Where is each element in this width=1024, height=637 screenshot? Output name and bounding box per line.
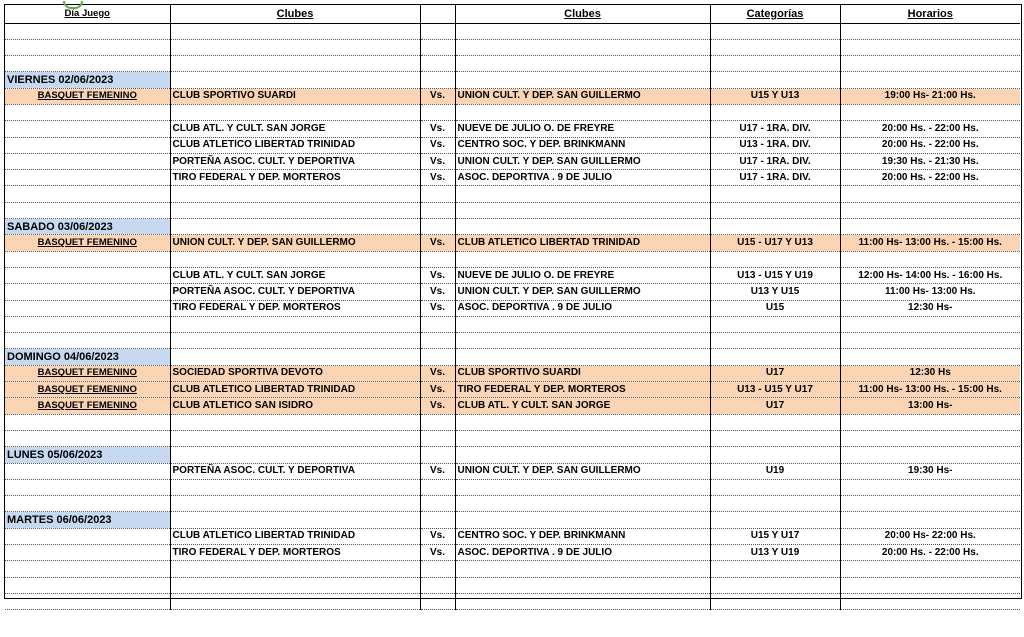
empty-cell (710, 219, 840, 235)
empty-cell (455, 72, 710, 88)
discipline-label: BASQUET FEMENINO (5, 365, 170, 381)
empty-cell (170, 316, 420, 332)
empty-cell (840, 251, 1020, 267)
schedule-table (5, 5, 1020, 610)
schedule-body (5, 23, 1020, 610)
discipline-label: BASQUET FEMENINO (5, 382, 170, 398)
visitor-club: ASOC. DEPORTIVA . 9 DE JULIO (455, 545, 710, 561)
local-club: TIRO FEDERAL Y DEP. MORTEROS (170, 170, 420, 186)
schedule-time: 19:30 Hs. - 21:30 Hs. (840, 153, 1020, 169)
empty-cell (420, 23, 455, 39)
blank-row (5, 496, 1020, 512)
empty-cell (840, 202, 1020, 218)
day-row (5, 219, 1020, 235)
empty-cell (455, 479, 710, 495)
empty-cell (170, 349, 420, 365)
empty-cell (840, 561, 1020, 577)
empty-cell (840, 430, 1020, 446)
visitor-club: CENTRO SOC. Y DEP. BRINKMANN (455, 137, 710, 153)
empty-cell (420, 104, 455, 120)
empty-cell (420, 186, 455, 202)
schedule-time: 11:00 Hs- 13:00 Hs. - 15:00 Hs. (840, 235, 1020, 251)
blank-row (5, 577, 1020, 593)
discipline-label (5, 267, 170, 283)
empty-cell (840, 186, 1020, 202)
blank-row (5, 316, 1020, 332)
empty-cell (420, 561, 455, 577)
schedule-time: 20:00 Hs. - 22:00 Hs. (840, 137, 1020, 153)
match-row (5, 284, 1020, 300)
empty-cell (455, 56, 710, 72)
empty-cell (420, 496, 455, 512)
empty-cell (170, 479, 420, 495)
vs-label: Vs. (420, 528, 455, 544)
header-row (5, 5, 1020, 23)
category: U15 (710, 300, 840, 316)
blank-row (5, 430, 1020, 446)
match-row (5, 365, 1020, 381)
discipline-label (5, 528, 170, 544)
empty-cell (455, 23, 710, 39)
empty-cell (840, 414, 1020, 430)
empty-cell (5, 577, 170, 593)
empty-cell (5, 333, 170, 349)
empty-cell (420, 39, 455, 55)
empty-cell (170, 251, 420, 267)
header-clubes-local: Clubes (170, 5, 420, 23)
visitor-club: CLUB ATLETICO LIBERTAD TRINIDAD (455, 235, 710, 251)
match-row (5, 300, 1020, 316)
empty-cell (840, 593, 1020, 609)
match-row (5, 545, 1020, 561)
match-row (5, 267, 1020, 283)
empty-cell (710, 23, 840, 39)
empty-cell (710, 577, 840, 593)
empty-cell (840, 512, 1020, 528)
empty-cell (170, 577, 420, 593)
empty-cell (5, 496, 170, 512)
vs-label: Vs. (420, 545, 455, 561)
empty-cell (710, 316, 840, 332)
discipline-label (5, 284, 170, 300)
empty-cell (5, 316, 170, 332)
visitor-club: NUEVE DE JULIO O. DE FREYRE (455, 267, 710, 283)
empty-cell (840, 219, 1020, 235)
header-horarios: Horarios (840, 5, 1020, 23)
empty-cell (455, 447, 710, 463)
empty-cell (455, 593, 710, 609)
vs-label: Vs. (420, 121, 455, 137)
empty-cell (455, 104, 710, 120)
empty-cell (170, 414, 420, 430)
empty-cell (710, 561, 840, 577)
empty-cell (170, 512, 420, 528)
schedule-time: 13:00 Hs- (840, 398, 1020, 414)
empty-cell (420, 316, 455, 332)
empty-cell (455, 561, 710, 577)
empty-cell (420, 72, 455, 88)
match-row (5, 235, 1020, 251)
empty-cell (420, 333, 455, 349)
day-label: DOMINGO 04/06/2023 (5, 349, 170, 365)
empty-cell (420, 447, 455, 463)
visitor-club: TIRO FEDERAL Y DEP. MORTEROS (455, 382, 710, 398)
blank-row (5, 251, 1020, 267)
vs-label: Vs. (420, 267, 455, 283)
empty-cell (455, 316, 710, 332)
day-label: MARTES 06/06/2023 (5, 512, 170, 528)
empty-cell (455, 333, 710, 349)
empty-cell (840, 316, 1020, 332)
vs-label: Vs. (420, 170, 455, 186)
empty-cell (710, 56, 840, 72)
empty-cell (455, 219, 710, 235)
empty-cell (5, 479, 170, 495)
empty-cell (710, 349, 840, 365)
match-row (5, 398, 1020, 414)
empty-cell (455, 202, 710, 218)
category: U17 (710, 365, 840, 381)
discipline-label (5, 463, 170, 479)
blank-row (5, 479, 1020, 495)
empty-cell (840, 23, 1020, 39)
empty-cell (170, 186, 420, 202)
discipline-label (5, 300, 170, 316)
category: U13 - U15 Y U17 (710, 382, 840, 398)
match-row (5, 463, 1020, 479)
discipline-label (5, 170, 170, 186)
discipline-label (5, 153, 170, 169)
local-club: CLUB ATLETICO LIBERTAD TRINIDAD (170, 137, 420, 153)
match-row (5, 121, 1020, 137)
empty-cell (455, 496, 710, 512)
empty-cell (455, 430, 710, 446)
schedule-time: 20:00 Hs. - 22:00 Hs. (840, 545, 1020, 561)
empty-cell (420, 56, 455, 72)
empty-cell (5, 39, 170, 55)
empty-cell (455, 186, 710, 202)
header-dia-juego: Día Juego (5, 5, 170, 23)
discipline-label: BASQUET FEMENINO (5, 88, 170, 104)
day-row (5, 72, 1020, 88)
category: U13 Y U15 (710, 284, 840, 300)
visitor-club: NUEVE DE JULIO O. DE FREYRE (455, 121, 710, 137)
vs-label: Vs. (420, 382, 455, 398)
empty-cell (840, 496, 1020, 512)
visitor-club: ASOC. DEPORTIVA . 9 DE JULIO (455, 300, 710, 316)
vs-label: Vs. (420, 284, 455, 300)
blank-row (5, 56, 1020, 72)
empty-cell (710, 447, 840, 463)
empty-cell (710, 430, 840, 446)
schedule-sheet (4, 4, 1022, 599)
vs-label: Vs. (420, 463, 455, 479)
visitor-club: UNION CULT. Y DEP. SAN GUILLERMO (455, 284, 710, 300)
local-club: CLUB ATL. Y CULT. SAN JORGE (170, 267, 420, 283)
category: U15 - U17 Y U13 (710, 235, 840, 251)
day-row (5, 349, 1020, 365)
schedule-time: 12:30 Hs (840, 365, 1020, 381)
empty-cell (710, 496, 840, 512)
empty-cell (170, 202, 420, 218)
category: U17 - 1RA. DIV. (710, 121, 840, 137)
empty-cell (710, 333, 840, 349)
blank-row (5, 414, 1020, 430)
schedule-time: 19:00 Hs- 21:00 Hs. (840, 88, 1020, 104)
day-label: LUNES 05/06/2023 (5, 447, 170, 463)
empty-cell (5, 430, 170, 446)
match-row (5, 382, 1020, 398)
discipline-label (5, 121, 170, 137)
empty-cell (170, 219, 420, 235)
empty-cell (420, 202, 455, 218)
blank-row (5, 561, 1020, 577)
vs-label: Vs. (420, 88, 455, 104)
visitor-club: CLUB SPORTIVO SUARDI (455, 365, 710, 381)
day-row (5, 512, 1020, 528)
match-row (5, 153, 1020, 169)
local-club: CLUB SPORTIVO SUARDI (170, 88, 420, 104)
empty-cell (710, 414, 840, 430)
empty-cell (710, 104, 840, 120)
empty-cell (455, 251, 710, 267)
header-clubes-visitante: Clubes (455, 5, 710, 23)
match-row (5, 528, 1020, 544)
empty-cell (170, 593, 420, 609)
blank-row (5, 23, 1020, 39)
discipline-label: BASQUET FEMENINO (5, 398, 170, 414)
empty-cell (840, 39, 1020, 55)
empty-cell (5, 561, 170, 577)
empty-cell (5, 56, 170, 72)
empty-cell (840, 479, 1020, 495)
empty-cell (710, 512, 840, 528)
schedule-time: 11:00 Hs- 13:00 Hs. (840, 284, 1020, 300)
match-row (5, 137, 1020, 153)
category: U15 Y U17 (710, 528, 840, 544)
day-row (5, 447, 1020, 463)
empty-cell (170, 447, 420, 463)
schedule-time: 20:00 Hs- 22:00 Hs. (840, 528, 1020, 544)
local-club: TIRO FEDERAL Y DEP. MORTEROS (170, 545, 420, 561)
empty-cell (840, 577, 1020, 593)
schedule-time: 12:00 Hs- 14:00 Hs. - 16:00 Hs. (840, 267, 1020, 283)
empty-cell (170, 56, 420, 72)
visitor-club: ASOC. DEPORTIVA . 9 DE JULIO (455, 170, 710, 186)
schedule-time: 20:00 Hs. - 22:00 Hs. (840, 170, 1020, 186)
empty-cell (5, 23, 170, 39)
local-club: CLUB ATL. Y CULT. SAN JORGE (170, 121, 420, 137)
category: U17 - 1RA. DIV. (710, 153, 840, 169)
discipline-label (5, 137, 170, 153)
day-label: VIERNES 02/06/2023 (5, 72, 170, 88)
empty-cell (710, 39, 840, 55)
empty-cell (170, 72, 420, 88)
empty-cell (840, 72, 1020, 88)
empty-cell (5, 251, 170, 267)
empty-cell (420, 593, 455, 609)
blank-row (5, 186, 1020, 202)
empty-cell (420, 512, 455, 528)
empty-cell (420, 430, 455, 446)
local-club: CLUB ATLETICO LIBERTAD TRINIDAD (170, 382, 420, 398)
empty-cell (840, 333, 1020, 349)
blank-row (5, 104, 1020, 120)
day-label: SABADO 03/06/2023 (5, 219, 170, 235)
local-club: CLUB ATLETICO LIBERTAD TRINIDAD (170, 528, 420, 544)
category: U13 - 1RA. DIV. (710, 137, 840, 153)
empty-cell (840, 104, 1020, 120)
visitor-club: CENTRO SOC. Y DEP. BRINKMANN (455, 528, 710, 544)
empty-cell (420, 479, 455, 495)
empty-cell (455, 512, 710, 528)
empty-cell (710, 202, 840, 218)
empty-cell (840, 56, 1020, 72)
schedule-time: 20:00 Hs. - 22:00 Hs. (840, 121, 1020, 137)
blank-row (5, 39, 1020, 55)
empty-cell (840, 349, 1020, 365)
empty-cell (455, 349, 710, 365)
vs-label: Vs. (420, 365, 455, 381)
blank-row (5, 333, 1020, 349)
empty-cell (5, 414, 170, 430)
vs-label: Vs. (420, 398, 455, 414)
empty-cell (170, 39, 420, 55)
visitor-club: UNION CULT. Y DEP. SAN GUILLERMO (455, 153, 710, 169)
vs-label: Vs. (420, 235, 455, 251)
category: U15 Y U13 (710, 88, 840, 104)
category: U13 - U15 Y U19 (710, 267, 840, 283)
visitor-club: UNION CULT. Y DEP. SAN GUILLERMO (455, 463, 710, 479)
local-club: TIRO FEDERAL Y DEP. MORTEROS (170, 300, 420, 316)
header-categorias: Categorías (710, 5, 840, 23)
category: U13 Y U19 (710, 545, 840, 561)
empty-cell (840, 447, 1020, 463)
vs-label: Vs. (420, 137, 455, 153)
local-club: CLUB ATLETICO SAN ISIDRO (170, 398, 420, 414)
empty-cell (420, 219, 455, 235)
empty-cell (710, 251, 840, 267)
empty-cell (170, 561, 420, 577)
local-club: PORTEÑA ASOC. CULT. Y DEPORTIVA (170, 284, 420, 300)
category: U17 - 1RA. DIV. (710, 170, 840, 186)
category: U19 (710, 463, 840, 479)
discipline-label (5, 545, 170, 561)
empty-cell (5, 202, 170, 218)
empty-cell (455, 414, 710, 430)
header-vs (420, 5, 455, 23)
visitor-club: CLUB ATL. Y CULT. SAN JORGE (455, 398, 710, 414)
vs-label: Vs. (420, 153, 455, 169)
empty-cell (710, 72, 840, 88)
local-club: PORTEÑA ASOC. CULT. Y DEPORTIVA (170, 463, 420, 479)
empty-cell (420, 349, 455, 365)
empty-cell (170, 430, 420, 446)
schedule-time: 11:00 Hs- 13:00 Hs. - 15:00 Hs. (840, 382, 1020, 398)
empty-cell (170, 496, 420, 512)
local-club: SOCIEDAD SPORTIVA DEVOTO (170, 365, 420, 381)
empty-cell (710, 593, 840, 609)
empty-cell (170, 333, 420, 349)
empty-cell (170, 104, 420, 120)
empty-cell (5, 593, 170, 609)
schedule-time: 12:30 Hs- (840, 300, 1020, 316)
empty-cell (170, 23, 420, 39)
blank-row (5, 202, 1020, 218)
empty-cell (5, 186, 170, 202)
local-club: PORTEÑA ASOC. CULT. Y DEPORTIVA (170, 153, 420, 169)
schedule-time: 19:30 Hs- (840, 463, 1020, 479)
discipline-label: BASQUET FEMENINO (5, 235, 170, 251)
empty-cell (5, 104, 170, 120)
empty-cell (455, 39, 710, 55)
empty-cell (710, 479, 840, 495)
match-row (5, 170, 1020, 186)
match-row (5, 88, 1020, 104)
empty-cell (710, 186, 840, 202)
empty-cell (420, 414, 455, 430)
empty-cell (420, 251, 455, 267)
blank-row (5, 593, 1020, 609)
category: U17 (710, 398, 840, 414)
empty-cell (455, 577, 710, 593)
empty-cell (420, 577, 455, 593)
local-club: UNION CULT. Y DEP. SAN GUILLERMO (170, 235, 420, 251)
vs-label: Vs. (420, 300, 455, 316)
visitor-club: UNION CULT. Y DEP. SAN GUILLERMO (455, 88, 710, 104)
